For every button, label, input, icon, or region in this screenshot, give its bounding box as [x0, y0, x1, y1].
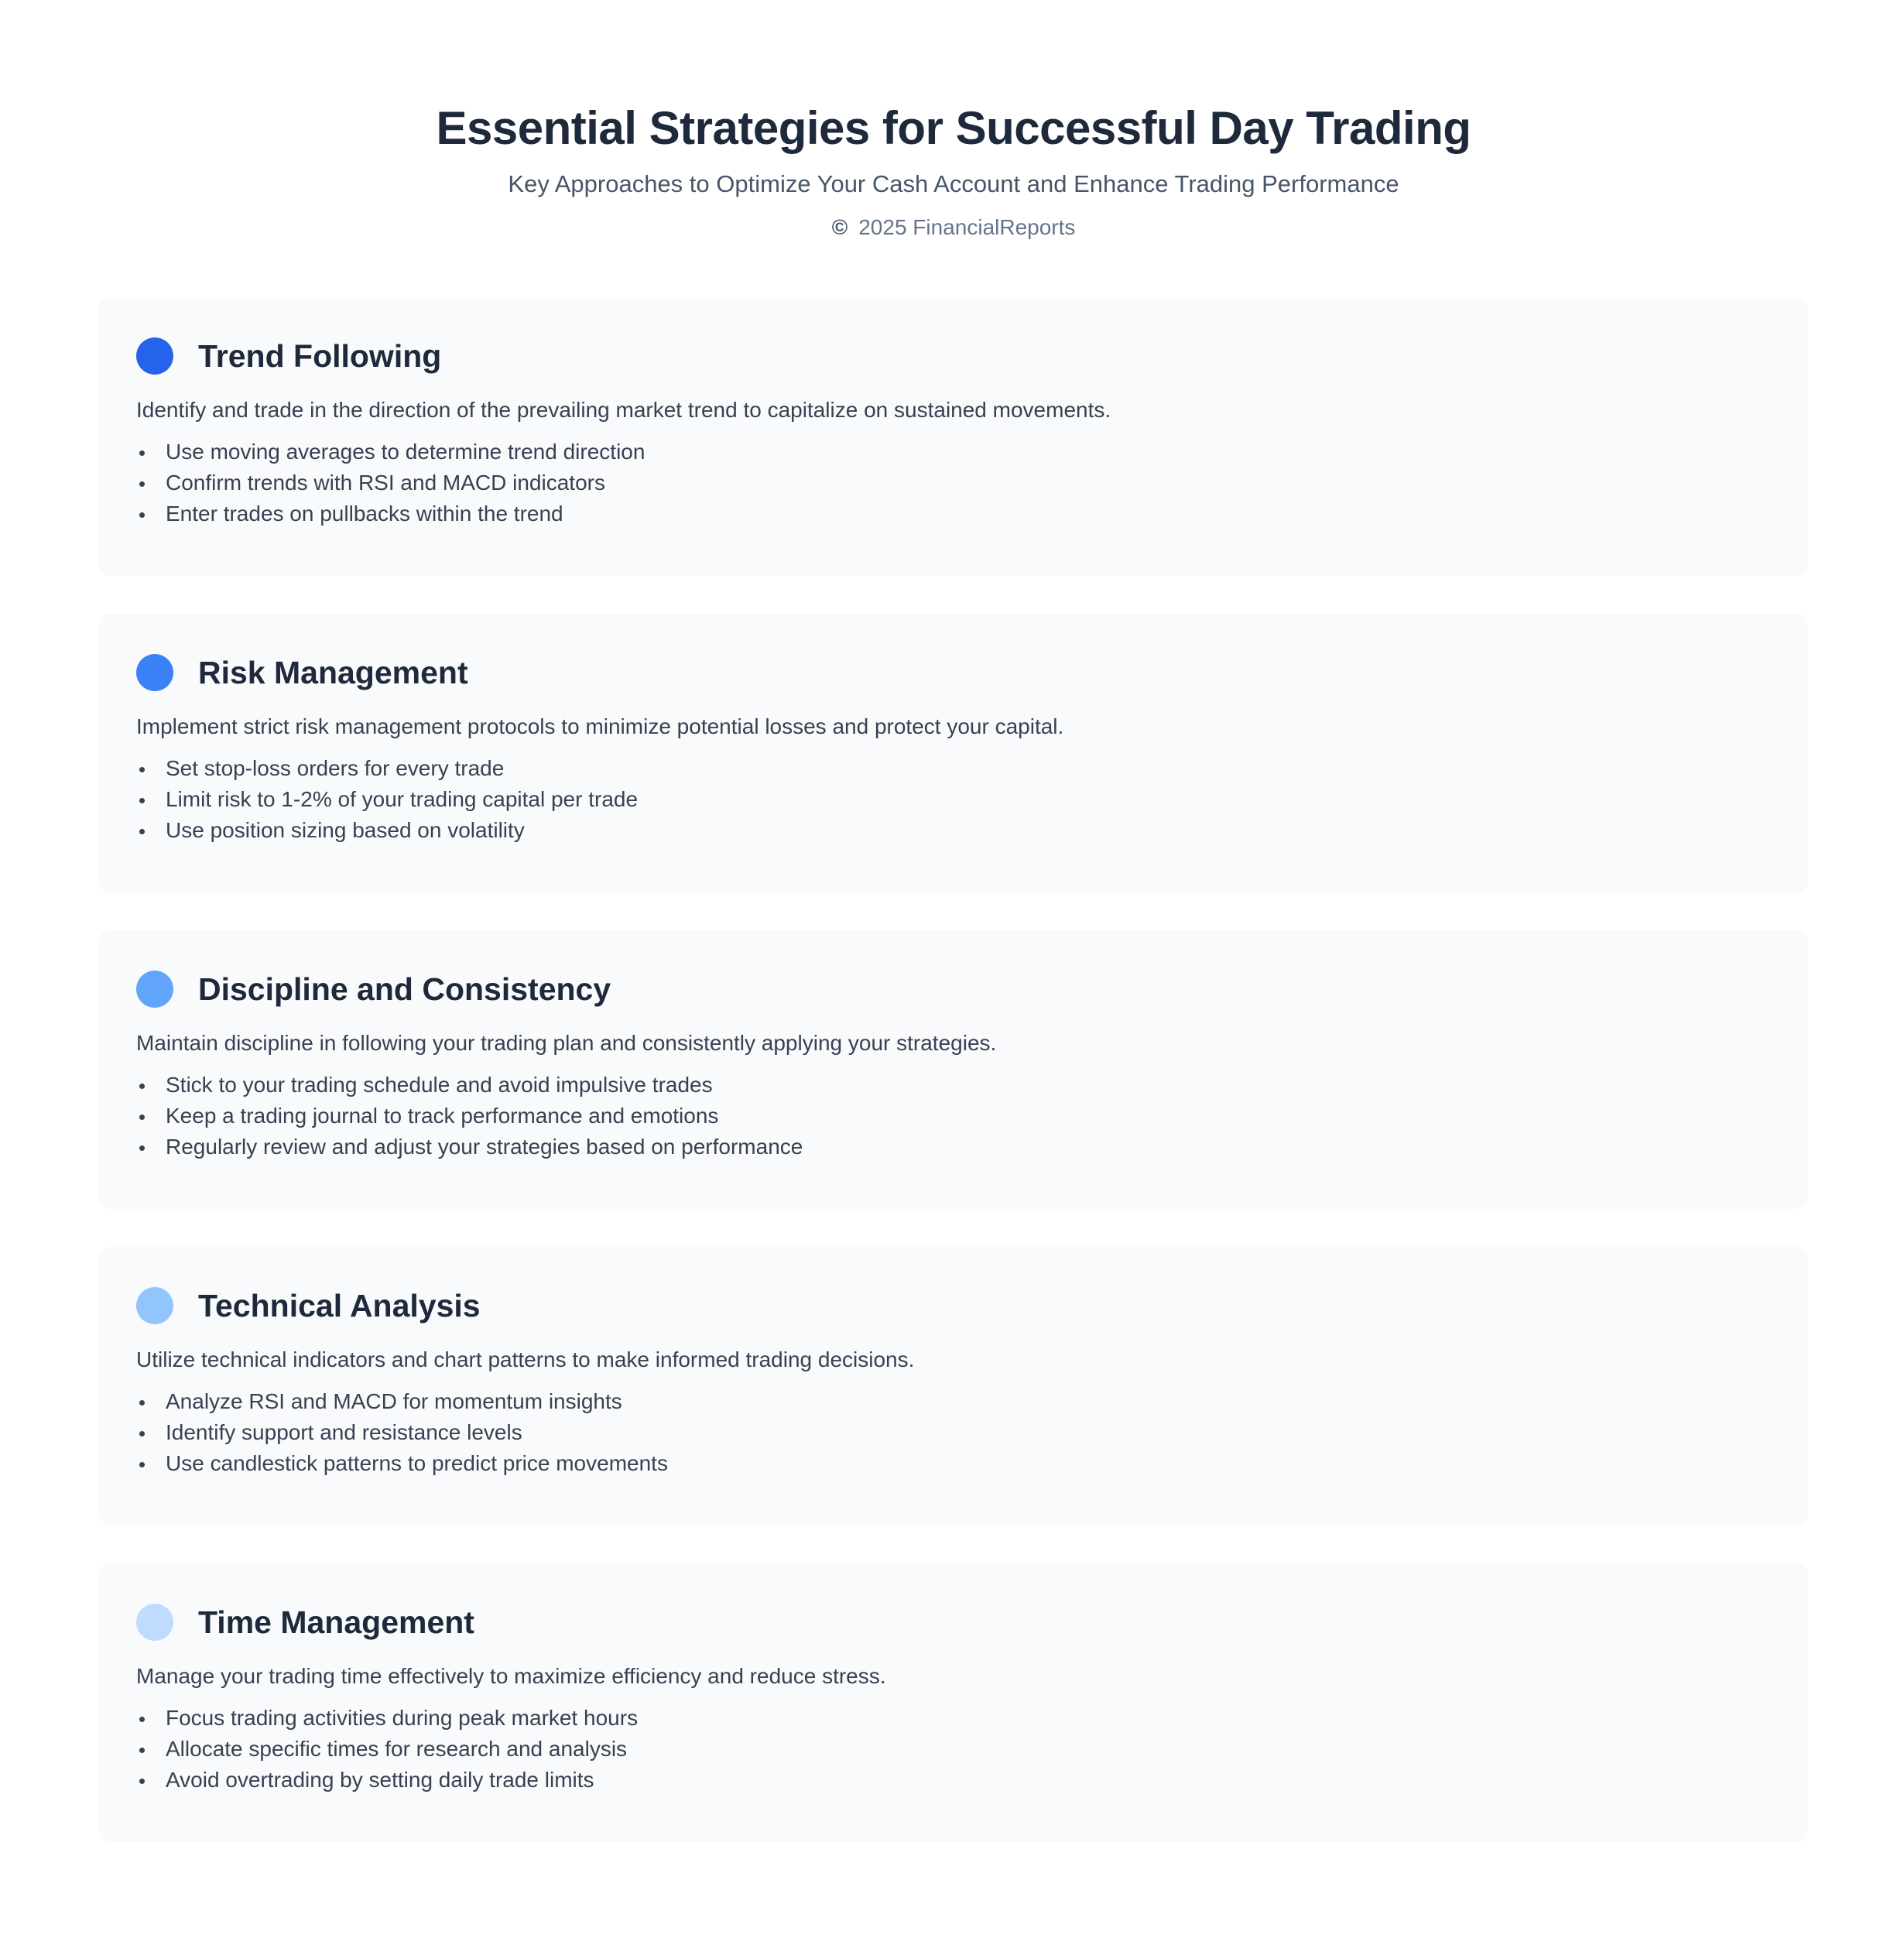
- circle-icon: [136, 337, 173, 375]
- copyright-line: [99, 214, 1808, 241]
- list-item: Enter trades on pullbacks within the trend: [136, 498, 1771, 529]
- card-title: Trend Following: [198, 338, 442, 374]
- bullet-list: [136, 437, 1771, 529]
- page-title: Essential Strategies for Successful Day Trading: [436, 102, 1471, 154]
- strategy-card-risk-management: [99, 614, 1808, 892]
- strategy-card-technical-analysis: [99, 1247, 1808, 1525]
- strategy-card-trend-following: [99, 297, 1808, 576]
- list-item: Analyze RSI and MACD for momentum insights: [136, 1386, 1771, 1417]
- bullet-list: [136, 1703, 1771, 1796]
- card-description: Maintain discipline in following your trading plan and consistently applying your strategies.: [136, 1031, 997, 1055]
- circle-icon: [136, 654, 173, 691]
- card-header: [136, 651, 1771, 694]
- card-header: [136, 334, 1771, 378]
- circle-icon: [136, 1604, 173, 1641]
- copyright-text: 2025 FinancialReports: [858, 215, 1076, 239]
- bullet-list: [136, 1386, 1771, 1479]
- page: [99, 0, 1808, 1792]
- card-title: Time Management: [198, 1604, 474, 1640]
- list-item: Use candlestick patterns to predict price movements: [136, 1448, 1771, 1479]
- list-item: Limit risk to 1-2% of your trading capital per trade: [136, 784, 1771, 815]
- circle-icon: [136, 1287, 173, 1324]
- card-description: Manage your trading time effectively to maximize efficiency and reduce stress.: [136, 1664, 886, 1688]
- card-description: Identify and trade in the direction of the prevailing market trend to capitalize on sustained movements.: [136, 398, 1111, 422]
- copyright-icon: ©: [831, 215, 848, 239]
- list-item: Allocate specific times for research and analysis: [136, 1734, 1771, 1765]
- card-header: [136, 967, 1771, 1011]
- strategy-list: [99, 297, 1808, 1880]
- list-item: Confirm trends with RSI and MACD indicators: [136, 467, 1771, 498]
- card-header: [136, 1284, 1771, 1327]
- list-item: Identify support and resistance levels: [136, 1417, 1771, 1448]
- list-item: Avoid overtrading by setting daily trade limits: [136, 1765, 1771, 1796]
- list-item: Set stop-loss orders for every trade: [136, 753, 1771, 784]
- card-title: Risk Management: [198, 655, 468, 690]
- bullet-list: [136, 753, 1771, 846]
- list-item: Keep a trading journal to track performance and emotions: [136, 1101, 1771, 1132]
- card-description: Utilize technical indicators and chart patterns to make informed trading decisions.: [136, 1347, 915, 1371]
- circle-icon: [136, 971, 173, 1008]
- bullet-list: [136, 1070, 1771, 1162]
- strategy-card-discipline-and-consistency: [99, 930, 1808, 1209]
- list-item: Use moving averages to determine trend direction: [136, 437, 1771, 467]
- list-item: Stick to your trading schedule and avoid impulsive trades: [136, 1070, 1771, 1101]
- header: [99, 0, 1808, 241]
- card-description: Implement strict risk management protocols to minimize potential losses and protect your capital.: [136, 714, 1064, 738]
- list-item: Regularly review and adjust your strategies based on performance: [136, 1132, 1771, 1162]
- card-header: [136, 1601, 1771, 1644]
- strategy-card-time-management: [99, 1563, 1808, 1842]
- page-subtitle: Key Approaches to Optimize Your Cash Account and Enhance Trading Performance: [508, 170, 1399, 197]
- list-item: Use position sizing based on volatility: [136, 815, 1771, 846]
- card-title: Discipline and Consistency: [198, 971, 611, 1007]
- list-item: Focus trading activities during peak market hours: [136, 1703, 1771, 1734]
- card-title: Technical Analysis: [198, 1288, 481, 1323]
